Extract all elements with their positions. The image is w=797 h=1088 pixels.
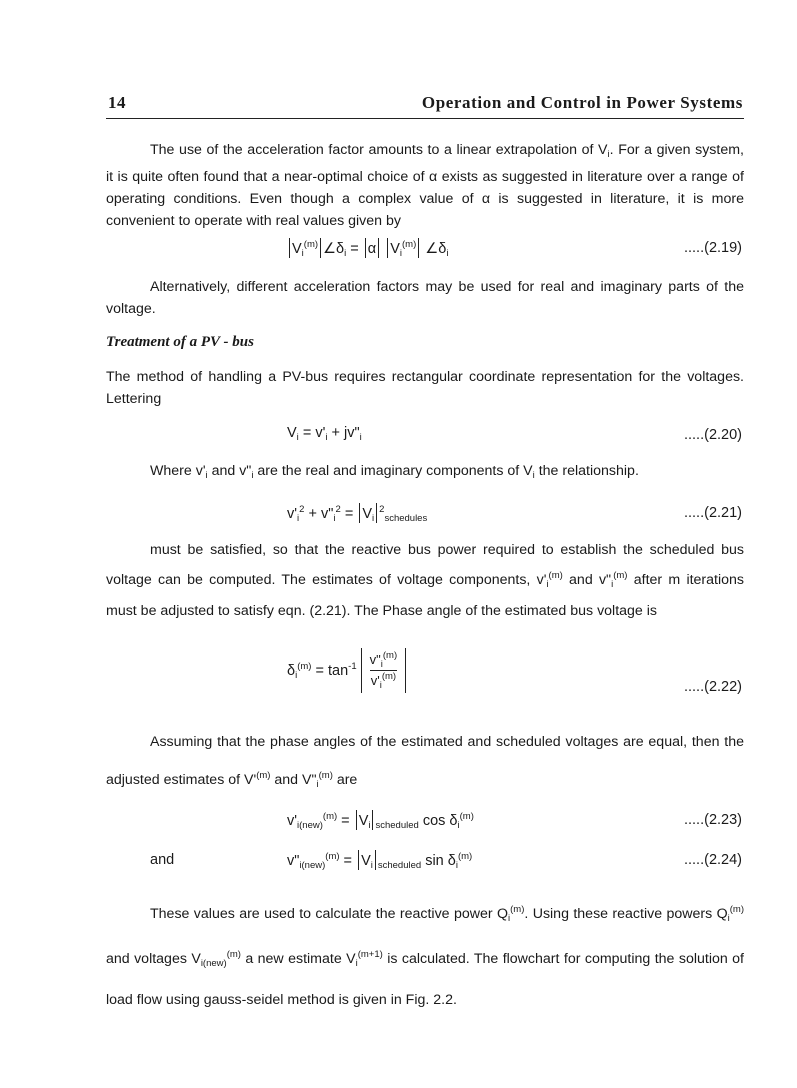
paragraph-must-be-satisfied: must be satisfied, so that the reactive bus power required to establish the scheduled bus voltage can be computed. The estimates of voltage components, $v'_i^{(m)}$ and $v"_i^{(m)}$ after m iterations must be adjusted to satisfy eqn. (2.21). The Phase angle of the estimated bus voltage is: [106, 542, 745, 619]
paragraph-where: Where $v'_i$ and $v"_i$ are the real and imaginary components of $V_i$ the relationship.: [150, 463, 639, 481]
equation-2-19: $V_i^{(m)}$ $\angle\delta_i = \alpha$ $V_i^{(m)}$ $\angle\delta_i$: [287, 238, 448, 259]
section-heading: Treatment of a PV - bus: [106, 334, 254, 350]
equation-number-2-22: .....(2.22): [683, 679, 742, 695]
paragraph-pv-bus-method: The method of handling a PV-bus requires rectangular coordinate representation for the voltages. Lettering: [106, 369, 744, 407]
scheduled-subscript: schedules: [384, 513, 428, 524]
paragraph-these-values: These values are used to calculate the reactive power $Q_i^{(m)}$. Using these reactive powers $Q_i^{(m)}$ and voltages $V_{i(new)}^{(m)}$ a new estimate $V_i^{(m+1)}$ is calculated. The flowchart for computing the solution of load flow using gauss-seidel method is given in Fig. 2.2.: [106, 904, 744, 1008]
equation-2-23: $v'_{i(new)}^{(m)} = V_i$ $_{scheduled}$ $\cos \delta_i^{(m)}$: [287, 811, 474, 831]
paragraph-assuming: Assuming that the phase angles of the estimated and scheduled voltages are equal, then the adjusted estimates of $V'^{(m)}$ and $V"_i^{(m)}$ are: [106, 734, 744, 790]
paragraph-alternatively: Alternatively, different acceleration factors may be used for real and imaginary parts of the voltage.: [106, 279, 744, 317]
page-number: 14: [108, 93, 126, 112]
equation-number-2-24: .....(2.24): [683, 852, 742, 868]
equation-2-22: $\delta_i^{(m)} = \tan^{-1}$ $\frac{v"_i^{(m)}}{v'_i^{(m)}}$: [287, 648, 406, 693]
equation-number-2-23: .....(2.23): [683, 812, 742, 828]
paragraph-acceleration-factor: The use of the acceleration factor amounts to a linear extrapolation of $V_i$. For a given system, it is quite often found that a near-optimal choice of α exists as suggested in literature over a range of operating conditions. Even though a complex value of α is suggested in literature, it is more convenient to operate with real values given by: [106, 142, 744, 229]
equation-number-2-19: .....(2.19): [683, 240, 742, 256]
equation-2-21: $v'_i^2$ + $v"_i^2 = V_i^2_{schedules}$: [287, 504, 428, 524]
header-rule: [106, 118, 744, 119]
equation-number-2-20: .....(2.20): [683, 427, 742, 443]
equation-2-20: $V_i = v'_i$ + $jv"_i$: [287, 425, 362, 443]
equation-number-2-21: .....(2.21): [683, 505, 742, 521]
equation-2-24: $v"_{i(new)}^{(m)} = V_i$ $_{scheduled}$ $\sin \delta_i^{(m)}$: [287, 851, 473, 871]
and-word: and: [150, 852, 175, 868]
running-title: Operation and Control in Power Systems: [421, 93, 743, 112]
